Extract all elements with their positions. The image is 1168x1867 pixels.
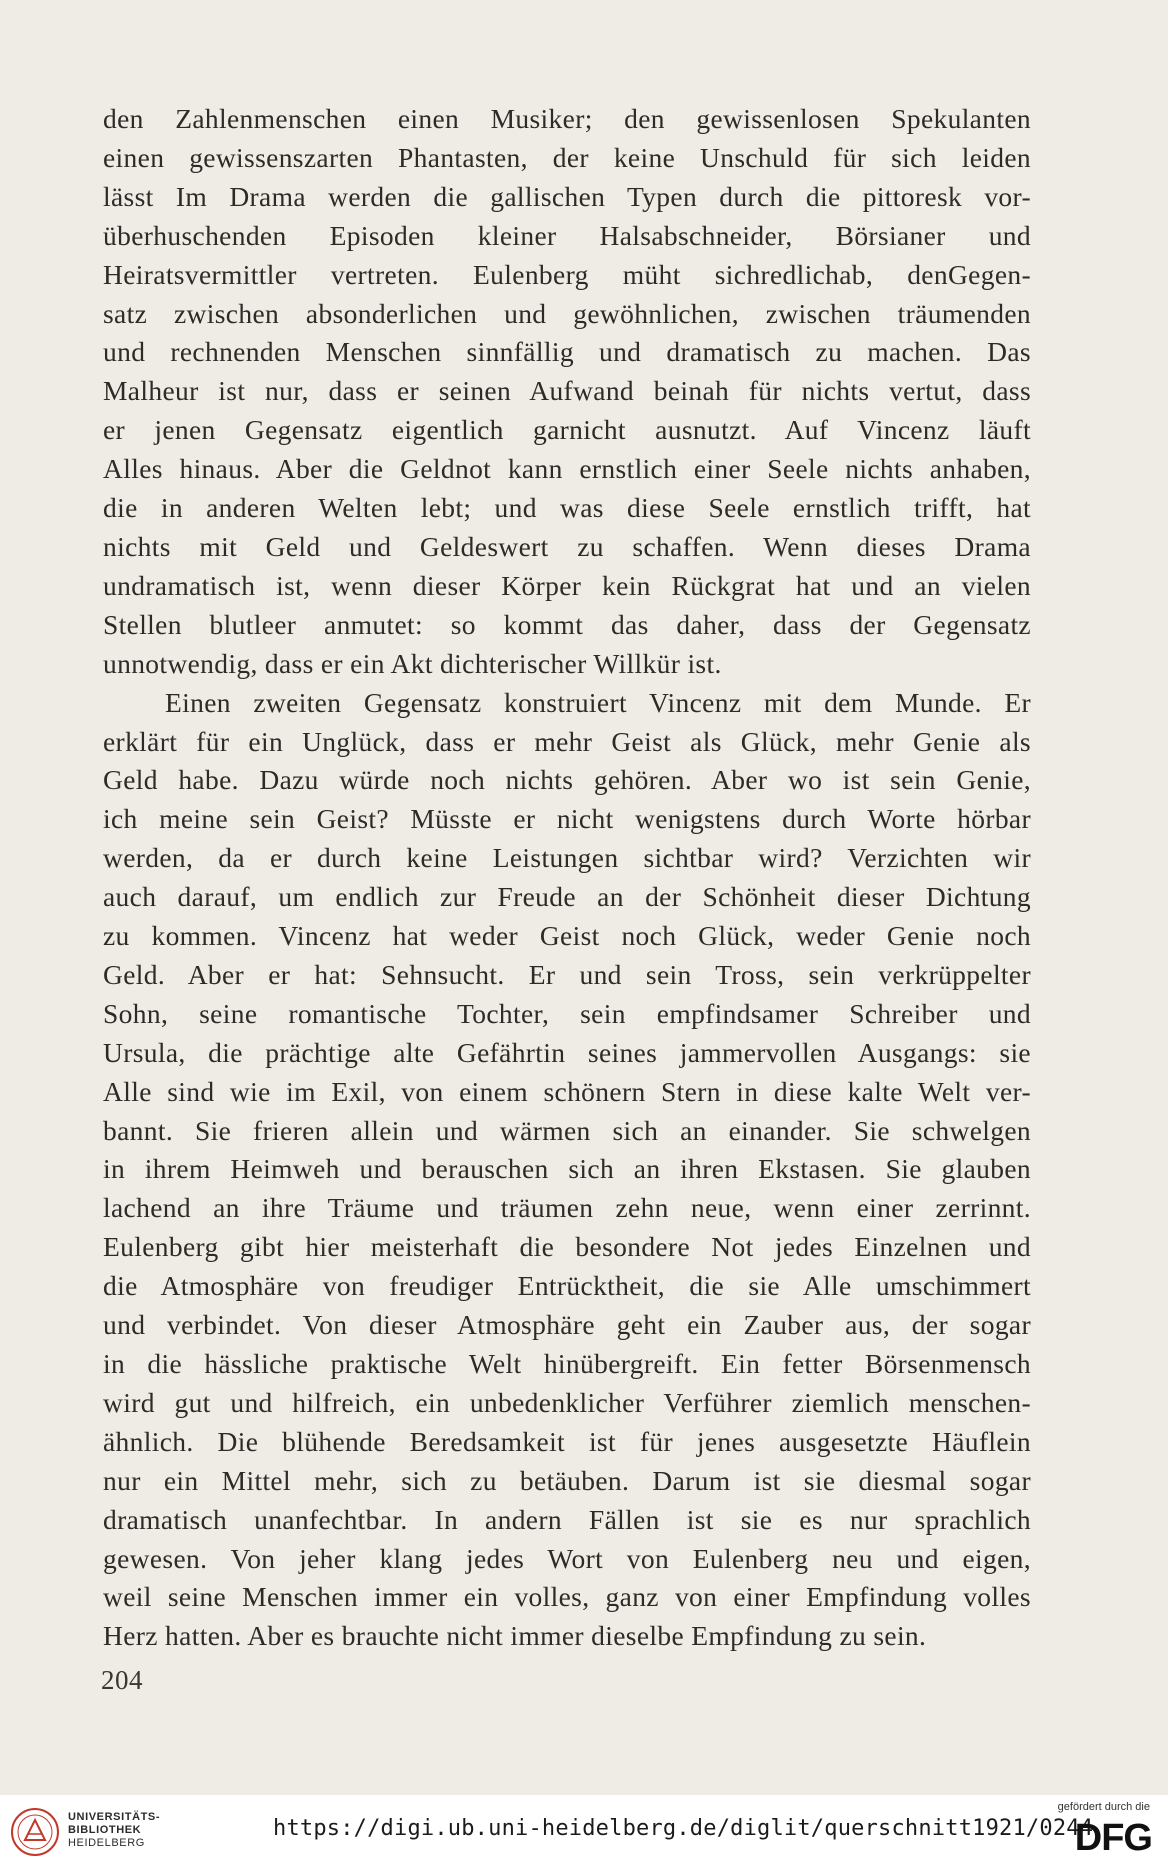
text-line: nur ein Mittel mehr, sich zu betäuben. Darum ist sie diesmal sogar bbox=[103, 1464, 1031, 1496]
text-line: unnotwendig, dass er ein Akt dichterischer Willkür ist. bbox=[103, 647, 722, 679]
text-line: überhuschenden Episoden kleiner Halsabschneider, Börsianer und bbox=[103, 219, 1031, 251]
text-line: weil seine Menschen immer ein volles, ganz von einer Empfindung volles bbox=[103, 1581, 1031, 1613]
text-line: bannt. Sie frieren allein und wärmen sich an einander. Sie schwelgen bbox=[103, 1114, 1031, 1146]
text-line: Herz hatten. Aber es brauchte nicht immer dieselbe Empfindung zu sein. bbox=[103, 1620, 927, 1652]
text-line: werden, da er durch keine Leistungen sichtbar wird? Verzichten wir bbox=[103, 842, 1031, 874]
institution-line: UNIVERSITÄTS- bbox=[68, 1811, 161, 1823]
institution-line: BIBLIOTHEK bbox=[68, 1824, 142, 1836]
text-line: Alle sind wie im Exil, von einem schönern Stern in diese kalte Welt ver- bbox=[103, 1075, 1031, 1107]
text-line: Eulenberg gibt hier meisterhaft die besondere Not jedes Einzelnen und bbox=[103, 1231, 1031, 1263]
viewer-footer bbox=[0, 1795, 1168, 1867]
text-line: zu kommen. Vincenz hat weder Geist noch Glück, weder Genie noch bbox=[103, 920, 1031, 952]
text-line: er jenen Gegensatz eigentlich garnicht ausnutzt. Auf Vincenz läuft bbox=[103, 414, 1031, 446]
text-line: einen gewissenszarten Phantasten, der keine Unschuld für sich leiden bbox=[103, 141, 1031, 173]
dfg-logo: DFG bbox=[1074, 1817, 1152, 1859]
text-line: auch darauf, um endlich zur Freude an der Schönheit dieser Dichtung bbox=[103, 881, 1031, 913]
text-line: Stellen blutleer anmutet: so kommt das daher, dass der Gegensatz bbox=[103, 608, 1031, 640]
text-line: Geld habe. Dazu würde noch nichts gehören. Aber wo ist sein Genie, bbox=[103, 764, 1031, 796]
text-line: dramatisch unanfechtbar. In andern Fällen ist sie es nur sprachlich bbox=[103, 1503, 1031, 1535]
text-line: den Zahlenmenschen einen Musiker; den gewissenlosen Spekulanten bbox=[103, 103, 1031, 134]
text-line: in die hässliche praktische Welt hinübergreift. Ein fetter Börsenmensch bbox=[103, 1348, 1031, 1379]
text-line: ich meine sein Geist? Müsste er nicht wenigstens durch Worte hörbar bbox=[103, 803, 1031, 835]
text-line: die Atmosphäre von freudiger Entrücktheit, die sie Alle umschimmert bbox=[103, 1270, 1031, 1302]
text-line: in ihrem Heimweh und berauschen sich an ihren Ekstasen. Sie glauben bbox=[103, 1153, 1031, 1185]
text-line: ähnlich. Die blühende Beredsamkeit ist für jenes ausgesetzte Häuflein bbox=[103, 1425, 1031, 1457]
institution-name bbox=[68, 1811, 160, 1850]
funder-label: gefördert durch die bbox=[1057, 1801, 1150, 1813]
text-line: Alles hinaus. Aber die Geldnot kann ernstlich einer Seele nichts anhaben, bbox=[103, 453, 1031, 485]
text-line: Malheur ist nur, dass er seinen Aufwand beinah für nichts vertut, dass bbox=[103, 375, 1031, 407]
permalink-url[interactable]: https://digi.ub.uni-heidelberg.de/diglit/querschnitt1921/0244 bbox=[273, 1816, 1094, 1841]
institution-line: HEIDELBERG bbox=[68, 1837, 145, 1849]
university-seal-icon bbox=[10, 1807, 60, 1857]
body-text bbox=[103, 100, 1031, 1656]
text-line: undramatisch ist, wenn dieser Körper kein Rückgrat hat und an vielen bbox=[103, 569, 1031, 601]
text-line: Ursula, die prächtige alte Gefährtin seines jammervollen Ausgangs: sie bbox=[103, 1036, 1031, 1068]
text-line: Heiratsvermittler vertreten. Eulenberg müht sichredlichab, denGegen- bbox=[103, 258, 1031, 290]
text-line: wird gut und hilfreich, ein unbedenklicher Verführer ziemlich menschen- bbox=[103, 1386, 1031, 1418]
text-line: gewesen. Von jeher klang jedes Wort von Eulenberg neu und eigen, bbox=[103, 1542, 1031, 1574]
text-line: satz zwischen absonderlichen und gewöhnlichen, zwischen träumenden bbox=[103, 297, 1031, 329]
text-line: und rechnenden Menschen sinnfällig und dramatisch zu machen. Das bbox=[103, 336, 1031, 368]
text-line: lässt Im Drama werden die gallischen Typen durch die pittoresk vor- bbox=[103, 180, 1031, 212]
text-line: und verbindet. Von dieser Atmosphäre geht ein Zauber aus, der sogar bbox=[103, 1309, 1031, 1341]
text-line: die in anderen Welten lebt; und was diese Seele ernstlich trifft, hat bbox=[103, 492, 1031, 524]
text-line: lachend an ihre Träume und träumen zehn neue, wenn einer zerrinnt. bbox=[103, 1192, 1031, 1224]
text-line: Sohn, seine romantische Tochter, sein empfindsamer Schreiber und bbox=[103, 997, 1031, 1029]
text-line: erklärt für ein Unglück, dass er mehr Geist als Glück, mehr Genie als bbox=[103, 725, 1031, 757]
text-line: nichts mit Geld und Geldeswert zu schaffen. Wenn dieses Drama bbox=[103, 530, 1031, 562]
text-line: Geld. Aber er hat: Sehnsucht. Er und sein Tross, sein verkrüppelter bbox=[103, 958, 1031, 990]
text-line: Einen zweiten Gegensatz konstruiert Vincenz mit dem Munde. Er bbox=[165, 686, 1031, 718]
page-number: 204 bbox=[101, 1665, 143, 1695]
